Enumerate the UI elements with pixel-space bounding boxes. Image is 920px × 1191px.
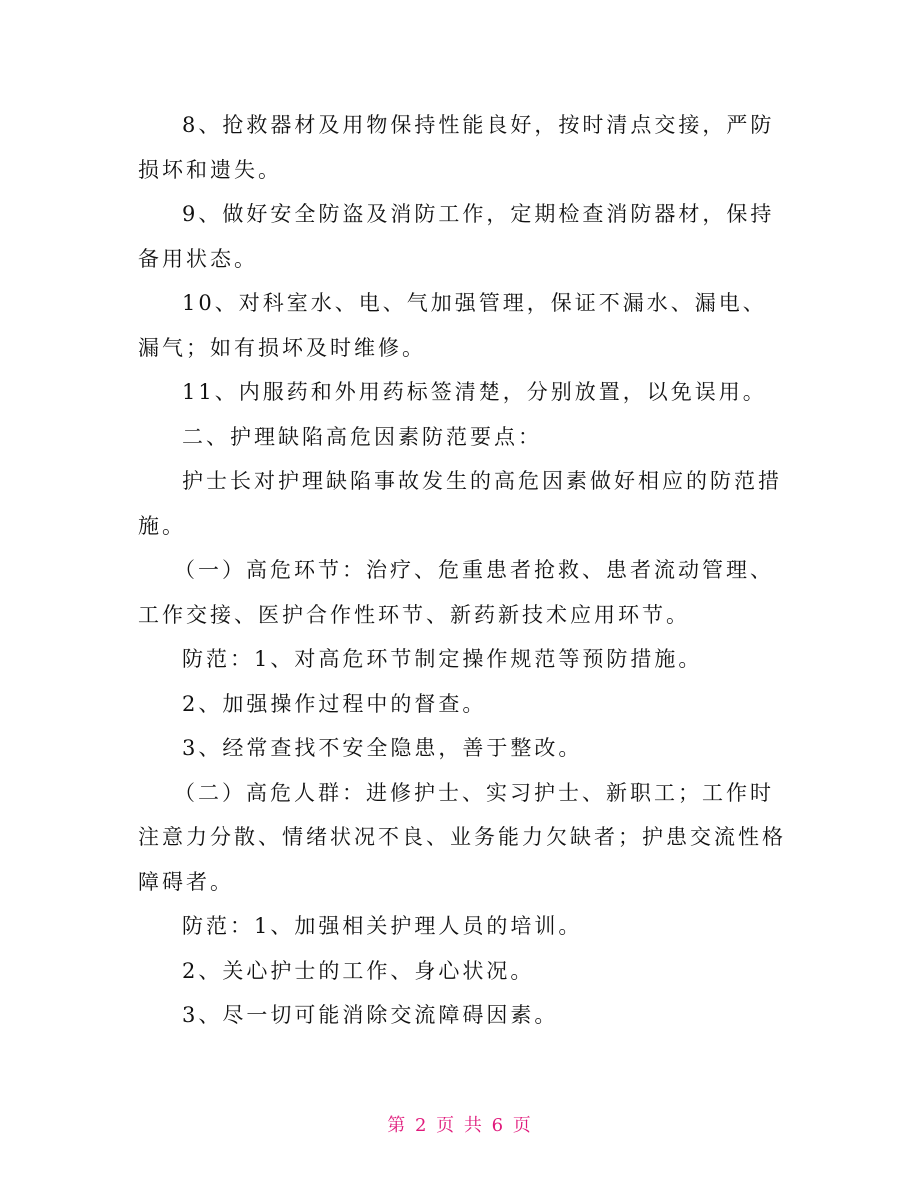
page-number-label: 第 2 页 共 6 页	[387, 1115, 533, 1136]
paragraph-prevention-4: 防范：1、加强相关护理人员的培训。	[182, 914, 583, 938]
paragraph-item-11: 11、内服药和外用药标签清楚，分别放置，以免误用。	[182, 380, 767, 404]
paragraph-intro: 护士长对护理缺陷事故发生的高危因素做好相应的防范措施。	[138, 469, 782, 538]
paragraph-prevention-2: 2、加强操作过程中的督查。	[182, 691, 487, 716]
page-footer	[0, 1111, 920, 1137]
paragraph-prevention-6: 3、尽一切可能消除交流障碍因素。	[182, 1003, 559, 1027]
document-body	[138, 103, 788, 1038]
paragraph-item-9: 9、做好安全防盗及消防工作，定期检查消防器材，保持备用状态。	[138, 202, 775, 271]
paragraph-prevention-1: 防范：1、对高危环节制定操作规范等预防措施。	[182, 647, 703, 671]
paragraph-item-8: 8、抢救器材及用物保持性能良好，按时清点交接，严防损坏和遗失。	[138, 113, 775, 182]
paragraph-high-risk-links: （一）高危环节：治疗、危重患者抢救、患者流动管理、工作交接、医护合作性环节、新药新技术应用环节。	[138, 558, 774, 627]
paragraph-prevention-5: 2、关心护士的工作、身心状况。	[182, 958, 535, 983]
paragraph-high-risk-groups: （二）高危人群：进修护士、实习护士、新职工；工作时注意力分散、情绪状况不良、业务能力欠缺者；护患交流性格障碍者。	[138, 780, 786, 894]
paragraph-item-10: 10、对科室水、电、气加强管理，保证不漏水、漏电、漏气；如有损坏及时维修。	[138, 291, 767, 360]
section-heading: 二、护理缺陷高危因素防范要点：	[182, 424, 542, 449]
paragraph-prevention-3: 3、经常查找不安全隐患，善于整改。	[182, 736, 583, 760]
